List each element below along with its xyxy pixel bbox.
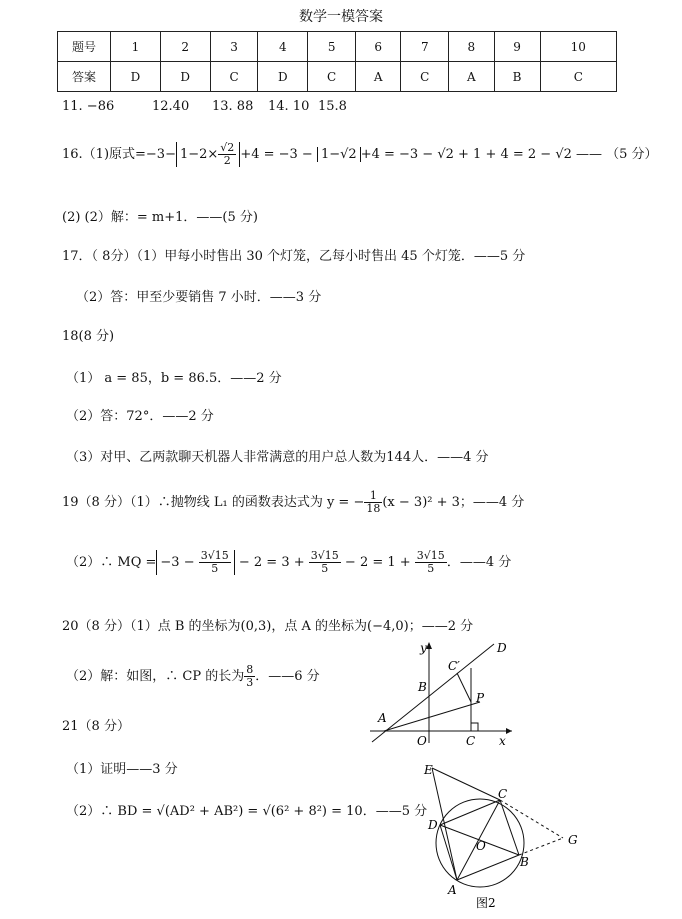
fraction-den: 2 <box>223 154 231 168</box>
table-cell: C <box>540 62 616 92</box>
table-cell: B <box>494 62 540 92</box>
figure-caption: 图2 <box>476 896 496 910</box>
fraction <box>199 550 231 575</box>
segment-cprime-p <box>457 673 471 702</box>
segment-ec <box>432 768 500 800</box>
table-cell: 6 <box>356 32 401 62</box>
label-b: B <box>520 855 529 869</box>
q20-prefix: （2）解：如图，∴ CP 的长为 <box>66 669 245 685</box>
fraction <box>309 550 341 575</box>
q21-part1: （1）证明——3 分 <box>66 762 178 777</box>
q21-part2: （2）∴ BD = √(AD² + AB²) = √(6² + 8²) = 10．——5 分 <box>66 804 428 819</box>
fraction <box>364 490 382 515</box>
q19-part2 <box>66 550 511 575</box>
fill-in-answer: 13. 88 <box>212 99 254 114</box>
table-row-numbers <box>58 32 617 62</box>
abs-bracket <box>156 550 234 575</box>
table-answer-label: 答案 <box>58 62 111 92</box>
label-y: y <box>420 641 427 655</box>
label-d: D <box>428 818 438 832</box>
fraction <box>244 664 255 689</box>
label-c-prime: C′ <box>448 659 460 673</box>
table-cell: 3 <box>210 32 258 62</box>
table-cell: 9 <box>494 32 540 62</box>
fraction-num: 1 <box>364 490 382 503</box>
table-cell: 8 <box>449 32 494 62</box>
q16-inner2: 1−√2 <box>320 147 357 163</box>
fill-in-answer: 14. 10 <box>268 99 310 114</box>
segment-da <box>440 825 457 880</box>
right-angle-mark <box>471 723 478 731</box>
q18-head: 18(8 分) <box>62 329 115 344</box>
x-axis-arrow <box>506 728 512 734</box>
y-axis-arrow <box>426 642 432 649</box>
label-e: E <box>424 763 433 777</box>
fraction-den: 5 <box>211 562 219 576</box>
fraction <box>415 550 447 575</box>
fraction-den: 5 <box>321 562 329 576</box>
coordinate-figure <box>362 638 522 748</box>
label-a: A <box>378 711 387 725</box>
table-cell: 5 <box>308 32 356 62</box>
fraction <box>218 142 236 167</box>
q16-prefix: 16.（1)原式=−3− <box>62 147 176 163</box>
label-a: A <box>448 883 457 897</box>
label-b: B <box>418 680 427 694</box>
q19-tail: (x − 3)² + 3；——4 分 <box>382 495 525 511</box>
q19-part1 <box>62 490 524 515</box>
table-cell: C <box>210 62 258 92</box>
label-c: C <box>498 787 508 801</box>
fill-in-answer: 15.8 <box>318 99 347 114</box>
label-x: x <box>499 734 506 748</box>
table-header-label: 题号 <box>58 32 111 62</box>
segment-ab <box>457 855 519 880</box>
q20-tail: ．——6 分 <box>255 669 320 685</box>
q21-head: 21（8 分） <box>62 719 130 734</box>
abs-bracket <box>317 147 361 162</box>
abs-bracket <box>176 142 240 167</box>
segment-dc <box>440 800 500 825</box>
q16-inner: 1−2× <box>179 147 219 163</box>
circle-figure <box>418 760 588 910</box>
q18-part2: （2）答：72°．——2 分 <box>66 409 214 424</box>
table-cell: D <box>111 62 161 92</box>
table-cell: C <box>308 62 356 92</box>
table-cell: 1 <box>111 32 161 62</box>
q19-mid2: − 2 = 1 + <box>340 555 415 571</box>
segment-cb <box>500 800 519 855</box>
table-row-answers <box>58 62 617 92</box>
table-cell: A <box>356 62 401 92</box>
q17-part1: 17．（ 8分）（1）甲每小时售出 30 个灯笼，乙每小时售出 45 个灯笼．——5 分 <box>62 249 526 264</box>
q19-mid1: − 2 = 3 + <box>234 555 309 571</box>
fraction-num: √2 <box>220 141 235 154</box>
table-cell: 2 <box>160 32 210 62</box>
q19-p2-prefix: （2）∴ MQ = <box>66 555 157 571</box>
q19-inner: −3 − <box>160 555 199 571</box>
fraction-num: 3√15 <box>416 549 445 562</box>
fraction-den: 5 <box>427 562 435 576</box>
q18-part1: （1） a = 85，b = 86.5．——2 分 <box>66 371 282 386</box>
segment-bg <box>519 838 563 855</box>
label-c: C <box>466 734 476 748</box>
label-g: G <box>568 833 578 847</box>
fraction-num: 3√15 <box>200 549 229 562</box>
q16-part1 <box>62 142 658 167</box>
q17-part2: （2）答：甲至少要销售 7 小时．——3 分 <box>76 290 322 305</box>
fill-in-answer: 12.40 <box>152 99 190 114</box>
fill-in-answer: 11. −86 <box>62 99 115 114</box>
line-ap <box>384 702 480 731</box>
page-title: 数学一模答案 <box>299 9 383 25</box>
table-cell: C <box>401 62 449 92</box>
q16-tail: +4 = −3 − √2 + 1 + 4 = 2 − √2 —— （5 分） <box>360 147 658 163</box>
fraction-den: 18 <box>366 502 381 516</box>
table-cell: 7 <box>401 32 449 62</box>
label-o: O <box>417 734 427 748</box>
q16-part2: (2) (2）解：= m+1．——(5 分) <box>62 210 258 225</box>
q20-part2 <box>66 664 320 689</box>
label-o: O <box>476 839 486 853</box>
q20-part1: 20（8 分）（1）点 B 的坐标为(0,3)，点 A 的坐标为(−4,0)；——2 分 <box>62 619 474 634</box>
label-d: D <box>497 641 507 655</box>
q19-tail2: ．——4 分 <box>446 555 512 571</box>
table-cell: D <box>160 62 210 92</box>
q16-mid: +4 = −3 − <box>240 147 317 163</box>
table-cell: 4 <box>258 32 308 62</box>
segment-cg <box>500 800 563 838</box>
label-p: P <box>476 691 485 705</box>
fraction-num: 8 <box>246 663 254 676</box>
table-cell: D <box>258 62 308 92</box>
q18-part3: （3）对甲、乙两款聊天机器人非常满意的用户总人数为144人．——4 分 <box>66 450 489 465</box>
table-cell: A <box>449 62 494 92</box>
answer-table <box>57 31 617 92</box>
q19-prefix: 19（8 分）（1）∴抛物线 L₁ 的函数表达式为 y = − <box>62 495 365 511</box>
fraction-num: 3√15 <box>310 549 339 562</box>
fraction-den: 3 <box>246 676 254 690</box>
table-cell: 10 <box>540 32 616 62</box>
